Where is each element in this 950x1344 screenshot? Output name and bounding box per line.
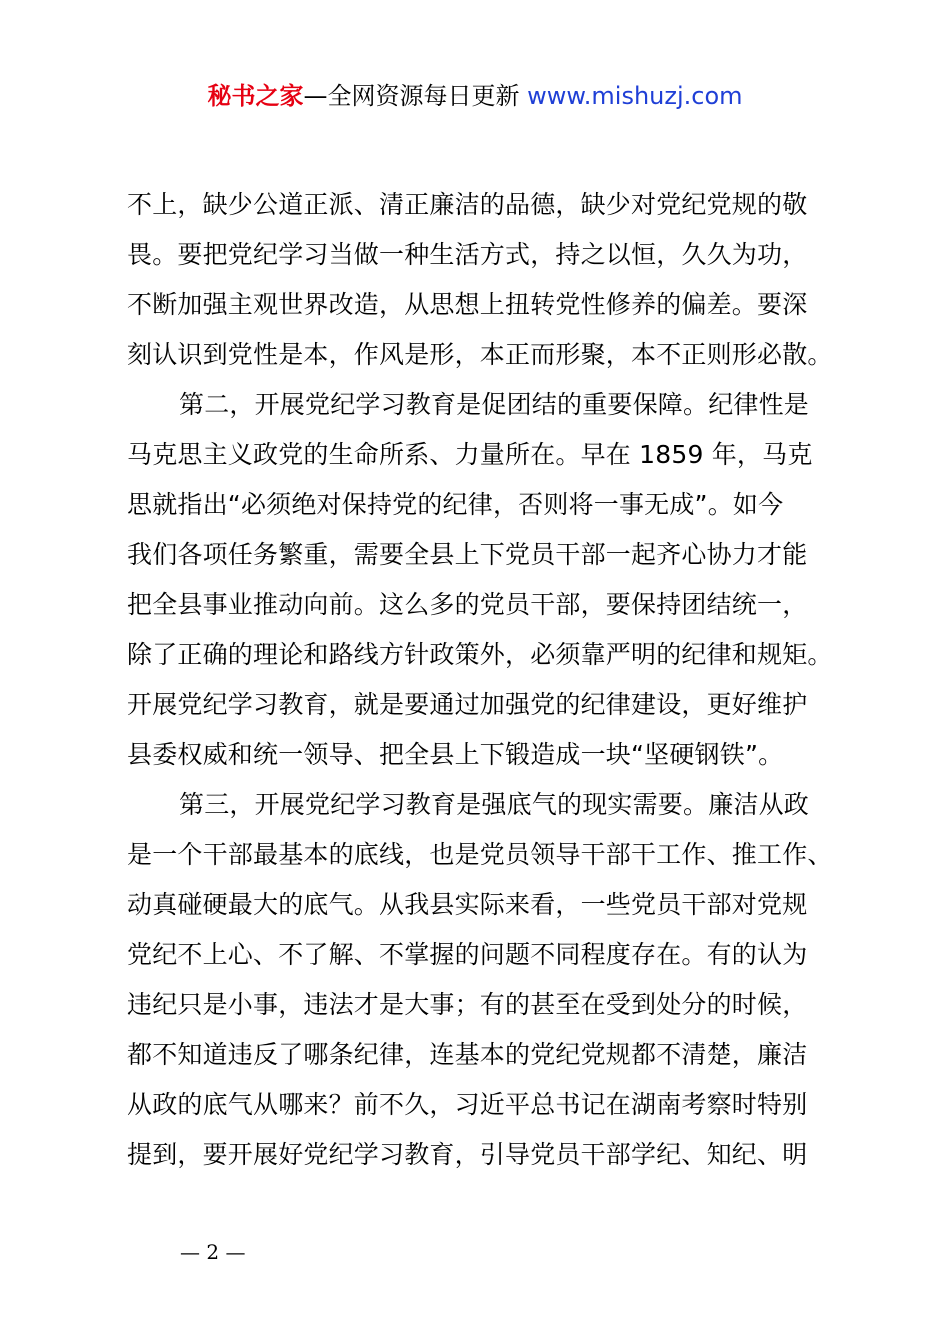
text-line: 刻认识到党性是本，作风是形，本正而形聚，本不正则形必散。 (127, 340, 833, 369)
paragraph-start-line: 第二，开展党纪学习教育是促团结的重要保障。纪律性是 (179, 390, 810, 419)
text-line: 把全县事业推动向前。这么多的党员干部，要保持团结统一， (127, 590, 808, 619)
page-header (0, 78, 950, 114)
website-link[interactable]: www.mishuzj.com (527, 82, 743, 110)
document-body (127, 180, 837, 1180)
text-line: 马克思主义政党的生命所系、力量所在。早在 1859 年，马克 (127, 440, 813, 469)
text-line: 不断加强主观世界改造，从思想上扭转党性修养的偏差。要深 (127, 290, 808, 319)
text-line: 动真碰硬最大的底气。从我县实际来看，一些党员干部对党规 (127, 890, 808, 919)
text-line: 是一个干部最基本的底线，也是党员领导干部干工作、推工作、 (127, 840, 833, 869)
text-line: 党纪不上心、不了解、不掌握的问题不同程度存在。有的认为 (127, 940, 808, 969)
text-line: 违纪只是小事，违法才是大事；有的甚至在受到处分的时候， (127, 990, 808, 1019)
text-line: 县委权威和统一领导、把全县上下锻造成一块“坚硬钢铁”。 (127, 740, 784, 769)
text-line: 都不知道违反了哪条纪律，连基本的党纪党规都不清楚，廉洁 (127, 1040, 808, 1069)
text-line: 畏。要把党纪学习当做一种生活方式，持之以恒，久久为功， (127, 240, 808, 269)
text-line: 从政的底气从哪来？前不久，习近平总书记在湖南考察时特别 (127, 1090, 808, 1119)
text-line: 除了正确的理论和路线方针政策外，必须靠严明的纪律和规矩。 (127, 640, 833, 669)
text-line: 不上，缺少公道正派、清正廉洁的品德，缺少对党纪党规的敬 (127, 190, 808, 219)
paragraph-start-line: 第三，开展党纪学习教育是强底气的现实需要。廉洁从政 (179, 790, 810, 819)
brand-name: 秘书之家 (207, 82, 304, 110)
text-line: 思就指出“必须绝对保持党的纪律，否则将一事无成”。如今 (127, 490, 784, 519)
text-line: 开展党纪学习教育，就是要通过加强党的纪律建设，更好维护 (127, 690, 808, 719)
page-number: — 2 — (180, 1240, 246, 1264)
text-line: 我们各项任务繁重，需要全县上下党员干部一起齐心协力才能 (127, 540, 808, 569)
header-tagline: —全网资源每日更新 (303, 82, 528, 110)
text-line: 提到，要开展好党纪学习教育，引导党员干部学纪、知纪、明 (127, 1140, 808, 1169)
